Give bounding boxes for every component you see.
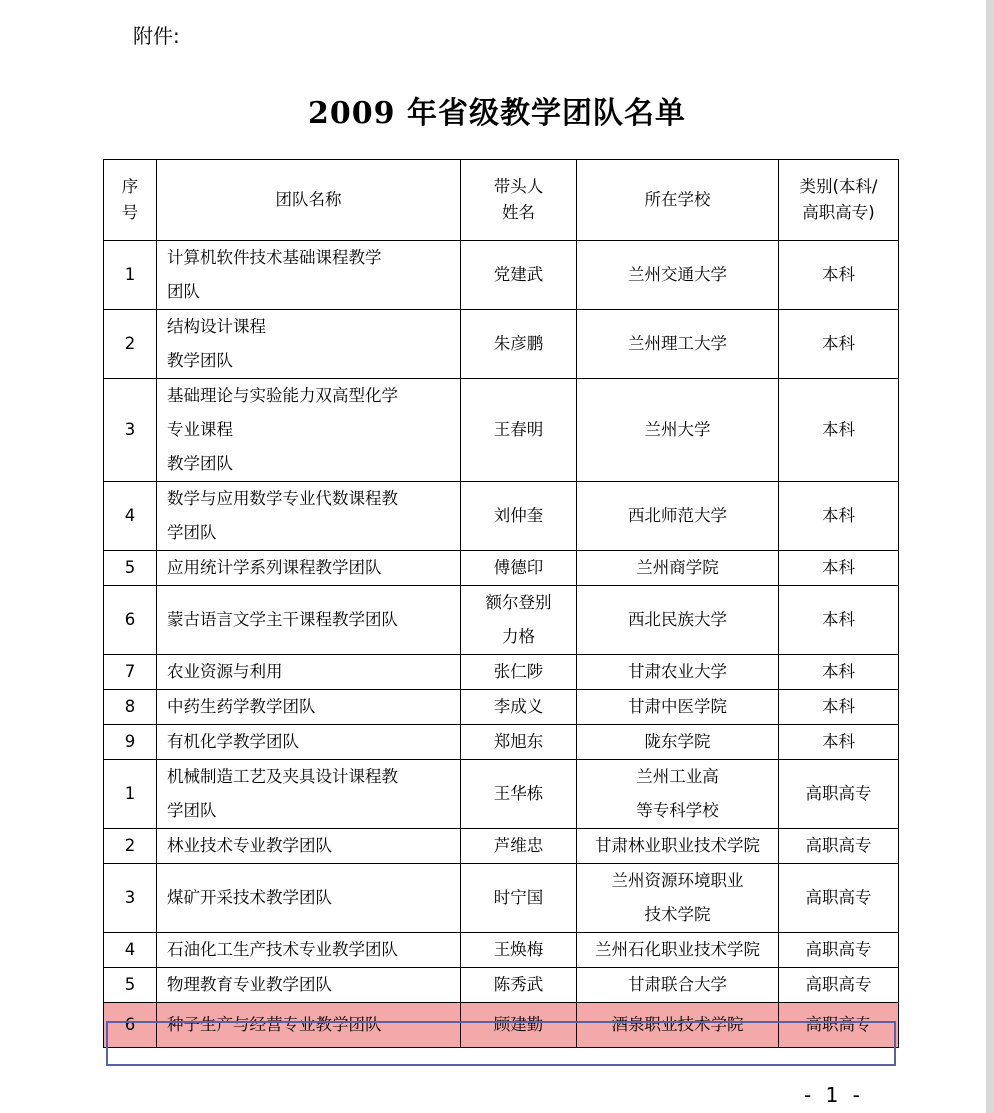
cell-school-line: 兰州工业高 xyxy=(636,767,719,786)
table-row xyxy=(104,968,899,1003)
cell-team-name-line: 学团队 xyxy=(167,801,217,820)
cell-team-name-line: 基础理论与实验能力双高型化学 xyxy=(167,386,398,405)
header-seq xyxy=(104,160,157,241)
cell-leader-line: 郑旭东 xyxy=(493,732,544,751)
cell-team-name-line: 机械制造工艺及夹具设计课程教 xyxy=(167,767,398,786)
header-category xyxy=(779,160,899,241)
cell-seq: 8 xyxy=(104,690,157,725)
cell-seq: 9 xyxy=(104,725,157,760)
cell-school-line: 甘肃中医学院 xyxy=(628,697,727,716)
cell-seq: 7 xyxy=(104,655,157,690)
cell-school-line: 甘肃林业职业技术学院 xyxy=(595,836,760,855)
document-title: 2009 年省级教学团队名单 xyxy=(308,96,686,131)
cell-category: 本科 xyxy=(779,690,899,725)
cell-leader-line: 王春明 xyxy=(493,420,544,439)
cell-category: 本科 xyxy=(779,482,899,551)
table-row xyxy=(104,1003,899,1048)
cell-team-name xyxy=(157,690,461,725)
cell-team-name xyxy=(157,551,461,586)
cell-team-name xyxy=(157,933,461,968)
cell-team-name xyxy=(157,864,461,933)
cell-team-name xyxy=(157,586,461,655)
table-row xyxy=(104,725,899,760)
cell-school xyxy=(577,725,779,760)
cell-category: 本科 xyxy=(779,379,899,482)
cell-school-line: 兰州交通大学 xyxy=(628,265,727,284)
cell-school xyxy=(577,760,779,829)
cell-category: 本科 xyxy=(779,586,899,655)
header-school: 所在学校 xyxy=(577,160,779,241)
cell-team-name-line: 教学团队 xyxy=(167,351,233,370)
cell-team-name xyxy=(157,1003,461,1048)
cell-team-name xyxy=(157,482,461,551)
cell-team-name xyxy=(157,655,461,690)
cell-school xyxy=(577,968,779,1003)
cell-leader xyxy=(461,725,577,760)
cell-leader xyxy=(461,760,577,829)
attachment-label: 附件: xyxy=(133,24,180,48)
cell-category: 高职高专 xyxy=(779,933,899,968)
cell-school xyxy=(577,586,779,655)
cell-leader xyxy=(461,933,577,968)
table-row xyxy=(104,241,899,310)
cell-leader-line: 傅德印 xyxy=(493,558,544,577)
cell-team-name-line: 蒙古语言文学主干课程教学团队 xyxy=(167,610,398,629)
table-header-row xyxy=(104,160,899,241)
cell-school xyxy=(577,482,779,551)
cell-leader xyxy=(461,551,577,586)
cell-school xyxy=(577,379,779,482)
cell-team-name-line: 物理教育专业教学团队 xyxy=(167,975,332,994)
cell-school-line: 西北师范大学 xyxy=(628,506,727,525)
cell-leader-line: 陈秀武 xyxy=(493,975,544,994)
cell-leader xyxy=(461,1003,577,1048)
cell-leader-line: 党建武 xyxy=(493,265,544,284)
cell-leader xyxy=(461,655,577,690)
cell-school-line: 兰州资源环境职业 xyxy=(611,871,744,890)
cell-team-name-line: 应用统计学系列课程教学团队 xyxy=(167,558,382,577)
cell-seq: 5 xyxy=(104,551,157,586)
table-row xyxy=(104,829,899,864)
header-seq-line: 序 xyxy=(121,177,139,196)
cell-school xyxy=(577,1003,779,1048)
header-category-line: 高职高专) xyxy=(802,203,875,222)
cell-school xyxy=(577,655,779,690)
cell-school-line: 陇东学院 xyxy=(644,732,711,751)
cell-school xyxy=(577,241,779,310)
cell-school-line: 甘肃联合大学 xyxy=(628,975,727,994)
cell-leader-line: 额尔登别 xyxy=(485,593,552,612)
table-row xyxy=(104,551,899,586)
cell-leader-line: 芦维忠 xyxy=(493,836,544,855)
cell-category: 本科 xyxy=(779,655,899,690)
cell-team-name xyxy=(157,725,461,760)
table-row xyxy=(104,586,899,655)
cell-leader-line: 顾建勤 xyxy=(493,1015,544,1034)
cell-team-name xyxy=(157,968,461,1003)
cell-leader-line: 朱彦鹏 xyxy=(493,334,544,353)
cell-category: 高职高专 xyxy=(779,1003,899,1048)
cell-school-line: 甘肃农业大学 xyxy=(628,662,727,681)
cell-team-name xyxy=(157,829,461,864)
cell-team-name-line: 学团队 xyxy=(167,523,217,542)
cell-leader-line: 张仁陟 xyxy=(493,662,544,681)
table-row xyxy=(104,655,899,690)
cell-seq: 6 xyxy=(104,586,157,655)
cell-school-line: 兰州商学院 xyxy=(636,558,719,577)
header-category-line: 类别(本科/ xyxy=(799,177,878,196)
cell-category: 本科 xyxy=(779,241,899,310)
header-team: 团队名称 xyxy=(157,160,461,241)
cell-team-name-line: 石油化工生产技术专业教学团队 xyxy=(167,940,398,959)
cell-leader-line: 王焕梅 xyxy=(493,940,544,959)
table-row xyxy=(104,690,899,725)
cell-team-name-line: 计算机软件技术基础课程教学 xyxy=(167,248,382,267)
cell-team-name-line: 中药生药学教学团队 xyxy=(167,697,316,716)
cell-school xyxy=(577,310,779,379)
cell-team-name-line: 农业资源与利用 xyxy=(167,662,283,681)
header-leader-line: 姓名 xyxy=(502,203,535,222)
cell-school-line: 兰州理工大学 xyxy=(628,334,727,353)
cell-category: 本科 xyxy=(779,310,899,379)
cell-seq: 5 xyxy=(104,968,157,1003)
cell-leader xyxy=(461,690,577,725)
cell-seq: 2 xyxy=(104,829,157,864)
cell-leader xyxy=(461,829,577,864)
cell-team-name-line: 数学与应用数学专业代数课程教 xyxy=(167,489,398,508)
cell-team-name-line: 有机化学教学团队 xyxy=(167,732,299,751)
page-number: - 1 - xyxy=(804,1083,864,1107)
cell-leader xyxy=(461,968,577,1003)
cell-seq: 3 xyxy=(104,379,157,482)
cell-leader-line: 力格 xyxy=(502,627,535,646)
cell-school xyxy=(577,551,779,586)
cell-team-name xyxy=(157,310,461,379)
cell-school-line: 兰州石化职业技术学院 xyxy=(595,940,760,959)
cell-school-line: 等专科学校 xyxy=(636,801,719,820)
cell-seq: 4 xyxy=(104,482,157,551)
cell-leader xyxy=(461,482,577,551)
cell-seq: 6 xyxy=(104,1003,157,1048)
cell-category: 高职高专 xyxy=(779,760,899,829)
table-row xyxy=(104,310,899,379)
cell-team-name xyxy=(157,241,461,310)
cell-school-line: 酒泉职业技术学院 xyxy=(611,1015,744,1034)
cell-seq: 3 xyxy=(104,864,157,933)
cell-category: 高职高专 xyxy=(779,829,899,864)
cell-leader xyxy=(461,310,577,379)
cell-school xyxy=(577,829,779,864)
cell-seq: 4 xyxy=(104,933,157,968)
table-row xyxy=(104,933,899,968)
cell-team-name xyxy=(157,379,461,482)
cell-leader xyxy=(461,379,577,482)
cell-team-name-line: 专业课程 xyxy=(167,420,233,439)
header-seq-line: 号 xyxy=(121,203,139,222)
cell-team-name-line: 煤矿开采技术教学团队 xyxy=(167,888,332,907)
cell-category: 本科 xyxy=(779,551,899,586)
header-leader-line: 带头人 xyxy=(493,177,544,196)
cell-leader xyxy=(461,241,577,310)
cell-team-name xyxy=(157,760,461,829)
cell-category: 本科 xyxy=(779,725,899,760)
cell-leader-line: 王华栋 xyxy=(493,784,544,803)
cell-team-name-line: 种子生产与经营专业教学团队 xyxy=(167,1015,382,1034)
teaching-team-table xyxy=(103,159,899,1048)
cell-school-line: 兰州大学 xyxy=(644,420,711,439)
cell-leader xyxy=(461,586,577,655)
cell-school xyxy=(577,690,779,725)
table-row xyxy=(104,379,899,482)
cell-team-name-line: 结构设计课程 xyxy=(167,317,266,336)
cell-school-line: 技术学院 xyxy=(644,905,711,924)
cell-leader-line: 李成义 xyxy=(493,697,544,716)
header-leader xyxy=(461,160,577,241)
cell-category: 高职高专 xyxy=(779,968,899,1003)
cell-school xyxy=(577,933,779,968)
cell-team-name-line: 教学团队 xyxy=(167,454,233,473)
cell-seq: 1 xyxy=(104,760,157,829)
cell-leader-line: 刘仲奎 xyxy=(493,506,544,525)
cell-school xyxy=(577,864,779,933)
cell-category: 高职高专 xyxy=(779,864,899,933)
cell-team-name-line: 林业技术专业教学团队 xyxy=(167,836,332,855)
cell-school-line: 西北民族大学 xyxy=(628,610,727,629)
cell-leader-line: 时宁国 xyxy=(493,888,544,907)
cell-seq: 2 xyxy=(104,310,157,379)
page-edge xyxy=(986,0,994,1113)
cell-team-name-line: 团队 xyxy=(167,282,200,301)
table-row xyxy=(104,482,899,551)
cell-seq: 1 xyxy=(104,241,157,310)
table-row xyxy=(104,760,899,829)
cell-leader xyxy=(461,864,577,933)
table-row xyxy=(104,864,899,933)
